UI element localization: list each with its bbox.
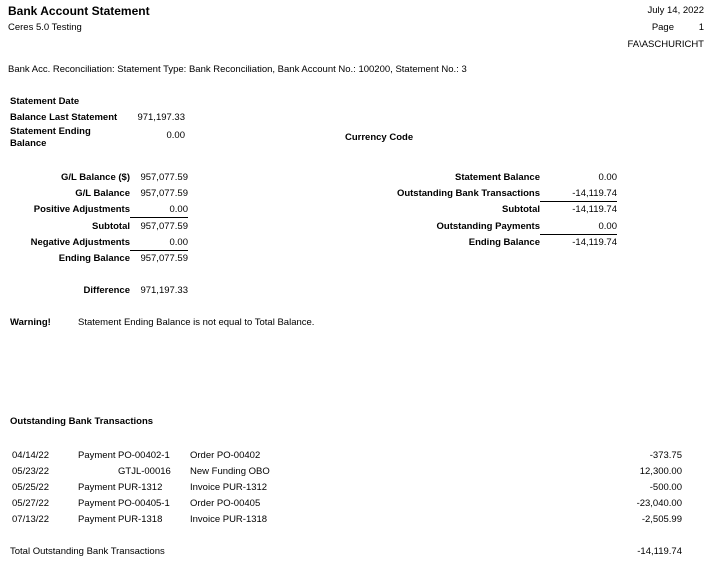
outstanding-total-value: -14,119.74 <box>637 546 682 557</box>
row-label: Subtotal <box>502 204 540 216</box>
outstanding-total-row <box>0 546 712 558</box>
row-value: 957,077.59 <box>140 188 188 200</box>
row-value: 0.00 <box>130 204 188 218</box>
transaction-description: Invoice PUR-1312 <box>190 482 268 493</box>
transaction-description: Order PO-00402 <box>190 450 261 461</box>
row-value: 0.00 <box>598 172 617 183</box>
transaction-date: 05/25/22 <box>12 482 49 493</box>
transaction-type: Payment <box>78 498 116 509</box>
transaction-description: Invoice PUR-1318 <box>190 514 268 525</box>
transaction-doc-no: PO-00405-1 <box>118 498 170 509</box>
statement-balance-row <box>350 221 617 237</box>
report-date: July 14, 2022 <box>647 5 704 16</box>
difference-row <box>10 285 188 297</box>
balance-last-statement-label: Balance Last Statement <box>10 112 118 123</box>
gl-balance-row <box>10 221 188 237</box>
row-label: Outstanding Payments <box>436 220 540 232</box>
row-value: 957,077.59 <box>140 220 188 232</box>
transaction-amount: -2,505.99 <box>641 514 682 525</box>
transaction-date: 07/13/22 <box>12 514 49 525</box>
row-label: Negative Adjustments <box>30 236 130 248</box>
statement-balance-row <box>350 172 617 188</box>
gl-balance-block <box>10 172 188 269</box>
transaction-type: Payment <box>78 482 116 493</box>
statement-balance-block <box>350 172 617 253</box>
transaction-description: New Funding OBO <box>190 466 270 477</box>
statement-balance-row <box>350 204 617 220</box>
statement-ending-balance-label: Statement Ending Balance <box>10 126 91 149</box>
transaction-date: 04/14/22 <box>12 450 49 461</box>
row-value: -14,119.74 <box>572 236 617 248</box>
report-user-id: FA\ASCHURICHT <box>627 39 704 50</box>
warning-message: Statement Ending Balance is not equal to Total Balance. <box>78 317 315 328</box>
transaction-amount: -23,040.00 <box>636 498 682 509</box>
row-label: G/L Balance <box>75 188 130 200</box>
difference-label: Difference <box>83 285 130 296</box>
row-label: G/L Balance ($) <box>61 172 130 183</box>
warning-label: Warning! <box>10 317 51 328</box>
transaction-row <box>0 514 712 530</box>
transaction-type <box>78 466 118 482</box>
page-label: Page <box>651 22 674 33</box>
row-label: Ending Balance <box>58 252 130 264</box>
transaction-doc-no: PO-00402-1 <box>118 450 170 461</box>
row-value: 957,077.59 <box>140 172 188 183</box>
transaction-type: Payment <box>78 450 116 461</box>
report-title: Bank Account Statement <box>8 4 150 18</box>
transaction-row <box>0 450 712 466</box>
transaction-type: Payment <box>78 514 116 525</box>
row-value: -14,119.74 <box>572 204 617 216</box>
transaction-amount: 12,300.00 <box>639 466 682 477</box>
statement-ending-balance-value: 0.00 <box>166 130 185 141</box>
transaction-doc-no: PUR-1318 <box>118 514 163 525</box>
row-value: 0.00 <box>130 237 188 251</box>
page-indicator <box>652 22 704 34</box>
currency-code-label: Currency Code <box>345 132 414 143</box>
row-label: Positive Adjustments <box>33 204 130 216</box>
outstanding-section-title: Outstanding Bank Transactions <box>10 416 154 427</box>
transaction-row <box>0 498 712 514</box>
gl-balance-row <box>10 204 188 220</box>
row-label: Statement Balance <box>454 172 540 183</box>
transaction-doc-no: GTJL-00016 <box>118 466 171 477</box>
outstanding-total-label: Total Outstanding Bank Transactions <box>10 546 165 557</box>
transaction-amount: -500.00 <box>649 482 682 493</box>
difference-value: 971,197.33 <box>140 285 188 296</box>
page-number: 1 <box>698 22 704 33</box>
row-label: Subtotal <box>92 220 130 232</box>
transaction-row <box>0 466 712 482</box>
row-label: Outstanding Bank Transactions <box>396 188 540 200</box>
gl-balance-row <box>10 172 188 188</box>
row-value: 0.00 <box>540 221 617 235</box>
company-name: Ceres 5.0 Testing <box>8 22 82 33</box>
transaction-doc-no: PUR-1312 <box>118 482 163 493</box>
outstanding-transactions-table <box>0 450 712 530</box>
statement-balance-row <box>350 188 617 204</box>
row-value: 957,077.59 <box>140 252 188 264</box>
statement-date-label: Statement Date <box>10 96 80 107</box>
row-value: -14,119.74 <box>540 188 617 202</box>
transaction-description: Order PO-00405 <box>190 498 261 509</box>
transaction-row <box>0 482 712 498</box>
report-filter-line: Bank Acc. Reconciliation: Statement Type: Bank Reconciliation, Bank Account No.: 100200, Statement No.: 3 <box>8 64 467 75</box>
gl-balance-row <box>10 237 188 253</box>
transaction-date: 05/27/22 <box>12 498 49 509</box>
gl-balance-row <box>10 253 188 269</box>
gl-balance-row <box>10 188 188 204</box>
row-label: Ending Balance <box>468 236 540 248</box>
statement-balance-row <box>350 237 617 253</box>
transaction-date: 05/23/22 <box>12 466 49 477</box>
transaction-amount: -373.75 <box>649 450 682 461</box>
balance-last-statement-value: 971,197.33 <box>137 112 185 123</box>
